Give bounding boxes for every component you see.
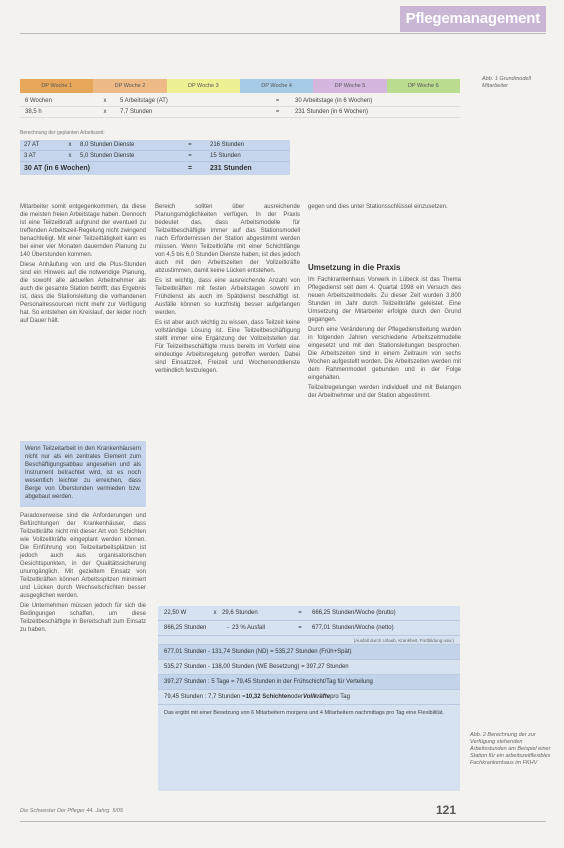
highlight-box: Wenn Teilzeitarbeit in den Krankenhäusern nicht nur als ein zentrales Element zum Beschäftigungsabbau angesehen und als Instrument betrachtet wird, ist es noch wesentlich leichter zu erreichen, dass Berge von Überstunden vermieden bzw. abgebaut werden. xyxy=(20,441,146,507)
cell: = xyxy=(188,142,192,148)
calc-row: 397,27 Stunden : 5 Tage = 79,45 Stunden in der Frühschicht/Tag für Verteilung xyxy=(158,675,460,690)
calculation-label: Berechnung der geplanten Arbeitszeit: xyxy=(20,130,105,136)
column-3-text xyxy=(308,263,461,606)
cell: x xyxy=(103,109,107,115)
calculation-box xyxy=(158,606,460,791)
cell: = xyxy=(298,625,302,631)
figure-2-caption: Abb. 2 Berechnung der zur Verfügung stehenden Arbeitsstunden am Beispiel einer Station für ein arbeitszeitflexibles Fachkrankenhaus im FKHV xyxy=(470,732,551,766)
page-number: 121 xyxy=(436,803,457,817)
calc-row xyxy=(158,621,460,636)
cell: = xyxy=(275,98,280,104)
week-table-row xyxy=(20,96,460,107)
column-3-top-text xyxy=(308,203,461,263)
week-table-row xyxy=(20,107,460,118)
week-cell-4: DP Woche 4 xyxy=(240,79,313,93)
result-value: 10,32 Schichten xyxy=(245,694,291,700)
week-cell-1: DP Woche 1 xyxy=(20,79,93,93)
column-2-text xyxy=(155,203,300,613)
footer-journal: Die Schwester Der Pfleger 44. Jahrg. 5/05 xyxy=(20,808,124,814)
cell: 79,45 Stunden : 7,7 Stunden = xyxy=(164,694,246,700)
week-cell-3: DP Woche 3 xyxy=(167,79,240,93)
paragraph: Es ist aber auch wichtig zu wissen, dass Teilzeit keine vollständige Lösung ist. Eine Teilzeitbeschäftigung stellt immer eine Ergänzung der Vollzeitstellen dar. Für Teilzeitbeschäftigte muss bereits im Vorfeld eine eindeutige Arbeitsregelung getroffen werden. Dabei sind Einsatzzeit, Freizeit und Wochenenddienste verbindlich festzulegen. xyxy=(155,320,300,374)
hours-table-row xyxy=(20,140,290,151)
week-cell-2: DP Woche 2 xyxy=(93,79,166,93)
cell: 7,7 Stunden xyxy=(120,109,153,115)
paragraph: Die Unternehmen müssen jedoch für sich die Bedingungen schaffen, um diese Teilzeitbeschäftigte in Bereitschaft zum Einsatz zu haben. xyxy=(20,603,146,633)
cell: 30 AT (in 6 Wochen) xyxy=(24,165,90,172)
cell: x xyxy=(103,98,107,104)
header-rule xyxy=(20,33,546,34)
cell: 5 Arbeitstage (AT) xyxy=(120,98,168,104)
section-heading: Umsetzung in die Praxis xyxy=(308,263,401,272)
cell: oder xyxy=(290,694,303,700)
cell: 677,01 Stunden/Woche (netto) xyxy=(312,625,394,631)
cell: 231 Stunden xyxy=(210,165,252,172)
cell: x xyxy=(213,610,217,616)
week-bar xyxy=(20,79,460,93)
result-unit: Vollkräfte xyxy=(302,694,331,700)
figure-1-caption: Abb. 1 Grundmodell Mitarbeiter xyxy=(482,76,531,89)
cell: 231 Stunden (in 6 Wochen) xyxy=(295,109,368,115)
cell: 23 % Ausfall xyxy=(232,625,266,631)
calc-row: 535,27 Stunden - 138,00 Stunden (WE Besetzung) = 397,27 Stunden xyxy=(158,660,460,675)
cell: 216 Stunden xyxy=(210,142,245,148)
column-1-lower-text xyxy=(20,512,146,790)
cell: x xyxy=(68,153,72,159)
week-cell-5: DP Woche 5 xyxy=(313,79,386,93)
calc-footnote: Das ergibt mit einer Besetzung von 6 Mitarbeitern morgens und 4 Mitarbeitern nachmittags pro Tag eine Flexibilität. xyxy=(164,710,444,716)
hours-table-row xyxy=(20,151,290,162)
cell: = xyxy=(187,165,193,172)
hours-table xyxy=(20,140,290,175)
footer-rule xyxy=(20,821,546,822)
cell: 8,0 Stunden Dienste xyxy=(80,142,135,148)
cell: 15 Stunden xyxy=(210,153,241,159)
paragraph: gegen und dies unter Stationsschlüssel einzusetzen. xyxy=(308,204,448,210)
week-table xyxy=(20,96,460,118)
hours-table-total xyxy=(20,162,290,175)
cell: = xyxy=(188,153,192,159)
paragraph: Es ist wichtig, dass eine ausreichende Anzahl von Teilzeitkräften mit festen Arbeitstagen sowohl im Frühdienst als auch im Spätdienst beschäftigt ist. Ausfälle können so kurzfristig besser aufgefangen werden. xyxy=(155,278,300,316)
week-cell-6: DP Woche 6 xyxy=(387,79,460,93)
paragraph: Diese Anhäufung von und die Plus-Stunden sind ein Hinweis auf die notwendige Planung, die sowohl alle aktuellen Arbeitnehmer als auch die gesamte Station betrifft; das Ergebnis ist, dass die Stationsleitung die vorhandenen Personalressourcen nicht mehr zur Verfügung hat. So entstehen ein Kreislauf, der leider noch auf Dauer hält. xyxy=(20,262,146,324)
calc-note: (Ausfall durch Urlaub, Krankheit, Fortbildung usw.) xyxy=(158,636,460,645)
cell: 22,50 W xyxy=(164,610,187,616)
paragraph: Mitarbeiter somit entgegenkommen, da diese die meisten freien Arbeitstage haben. Dennoch ist eine Teilzeitkraft aufgrund der eventuell zu treffenden Arbeitszeit-Regelung nicht zwingend benachteiligt. Mit einer Teilzeittätigkeit kann es bei einer vier Monaten dauernden Planung zu 140 Überstunden kommen. xyxy=(20,204,146,258)
column-1-text xyxy=(20,203,146,435)
cell: 38,5 h xyxy=(25,109,42,115)
cell: 27 AT xyxy=(24,142,40,148)
paragraph: Paradoxerweise sind die Anforderungen und Befürchtungen der Krankenhäuser, dass Teilzeitkräfte nicht mit dieser Art von Schichten wie Vollzeitkräfte eingeplant werden können. Die Einführung von Teilzeitarbeitsplätzen ist jedoch auch aus organisatorischen Gesichtspunkten, in der Qualitätssicherung unumgänglich. Mit gezieltem Einsatz von Teilzeitkräften können Arbeitsspitzen minimiert und Lücken durch Wechselschichten besser ausgeglichen werden. xyxy=(20,513,146,599)
calc-row-result xyxy=(158,690,460,705)
paragraph: Durch eine Veränderung der Pflegedienstleitung wurden in folgenden Jahren verschiedene Arbeitszeitmodelle eingesetzt und mit den Stationsleitungen besprochen. Die Arbeitszeiten sind in einem Zeitraum von sechs Wochen aufgestellt worden. Die Arbeitszeiten werden mit dem Rahmenmodell gebunden und in der Folge eingehalten. xyxy=(308,327,461,381)
page-header-title: Pflegemanagement xyxy=(400,6,546,32)
calc-row: 677,01 Stunden - 131,74 Stunden (ND) = 535,27 Stunden (Früh+Spät) xyxy=(158,645,460,660)
cell: 866,25 Stunden xyxy=(164,625,207,631)
cell: = xyxy=(275,109,280,115)
cell: 29,6 Stunden xyxy=(222,610,258,616)
cell: pro Tag xyxy=(330,694,350,700)
paragraph: Teilzeitregelungen werden individuell und mit Belangen der Arbeitnehmer und der Station abgestimmt. xyxy=(308,385,461,399)
cell: 30 Arbeitstage (in 6 Wochen) xyxy=(295,98,373,104)
cell: x xyxy=(68,142,72,148)
cell: - xyxy=(227,625,229,631)
paragraph: Im Fachkrankenhaus Vorwerk in Lübeck ist das Thema Pflegedienst seit dem 4. Quartal 1998 ein Versuch des neuen Arbeitszeitmodells. Zu dieser Zeit wurden 3.800 Stunden im Jahr durch Teilzeitkräfte geleistet. Eine Umsetzung der Mitarbeiter erfolgte durch den Grund gegangen. xyxy=(308,277,461,323)
cell: = xyxy=(298,610,302,616)
cell: 666,25 Stunden/Woche (brutto) xyxy=(312,610,396,616)
paragraph: Bereich sollten über ausreichende Planungsmöglichkeiten verfügen. In der Praxis bedeutet das, dass Arbeitsmodelle für Teilzeitbeschäftigte immer auf das Stationsmodell nach Erfordernissen der Station abgestimmt werden müssen. Wenn Teilzeitkräfte mit einer Schichtlänge von 4,5 bis 6,0 Stunden Dienste haben, ist dies jedoch auch mit den Arbeitszeiten der Vollzeitkräfte abzustimmen, damit keine Lücken entstehen. xyxy=(155,204,300,274)
cell: 3 AT xyxy=(24,153,36,159)
cell: 6 Wochen xyxy=(25,98,52,104)
cell: 5,0 Stunden Dienste xyxy=(80,153,135,159)
calc-row xyxy=(158,606,460,621)
